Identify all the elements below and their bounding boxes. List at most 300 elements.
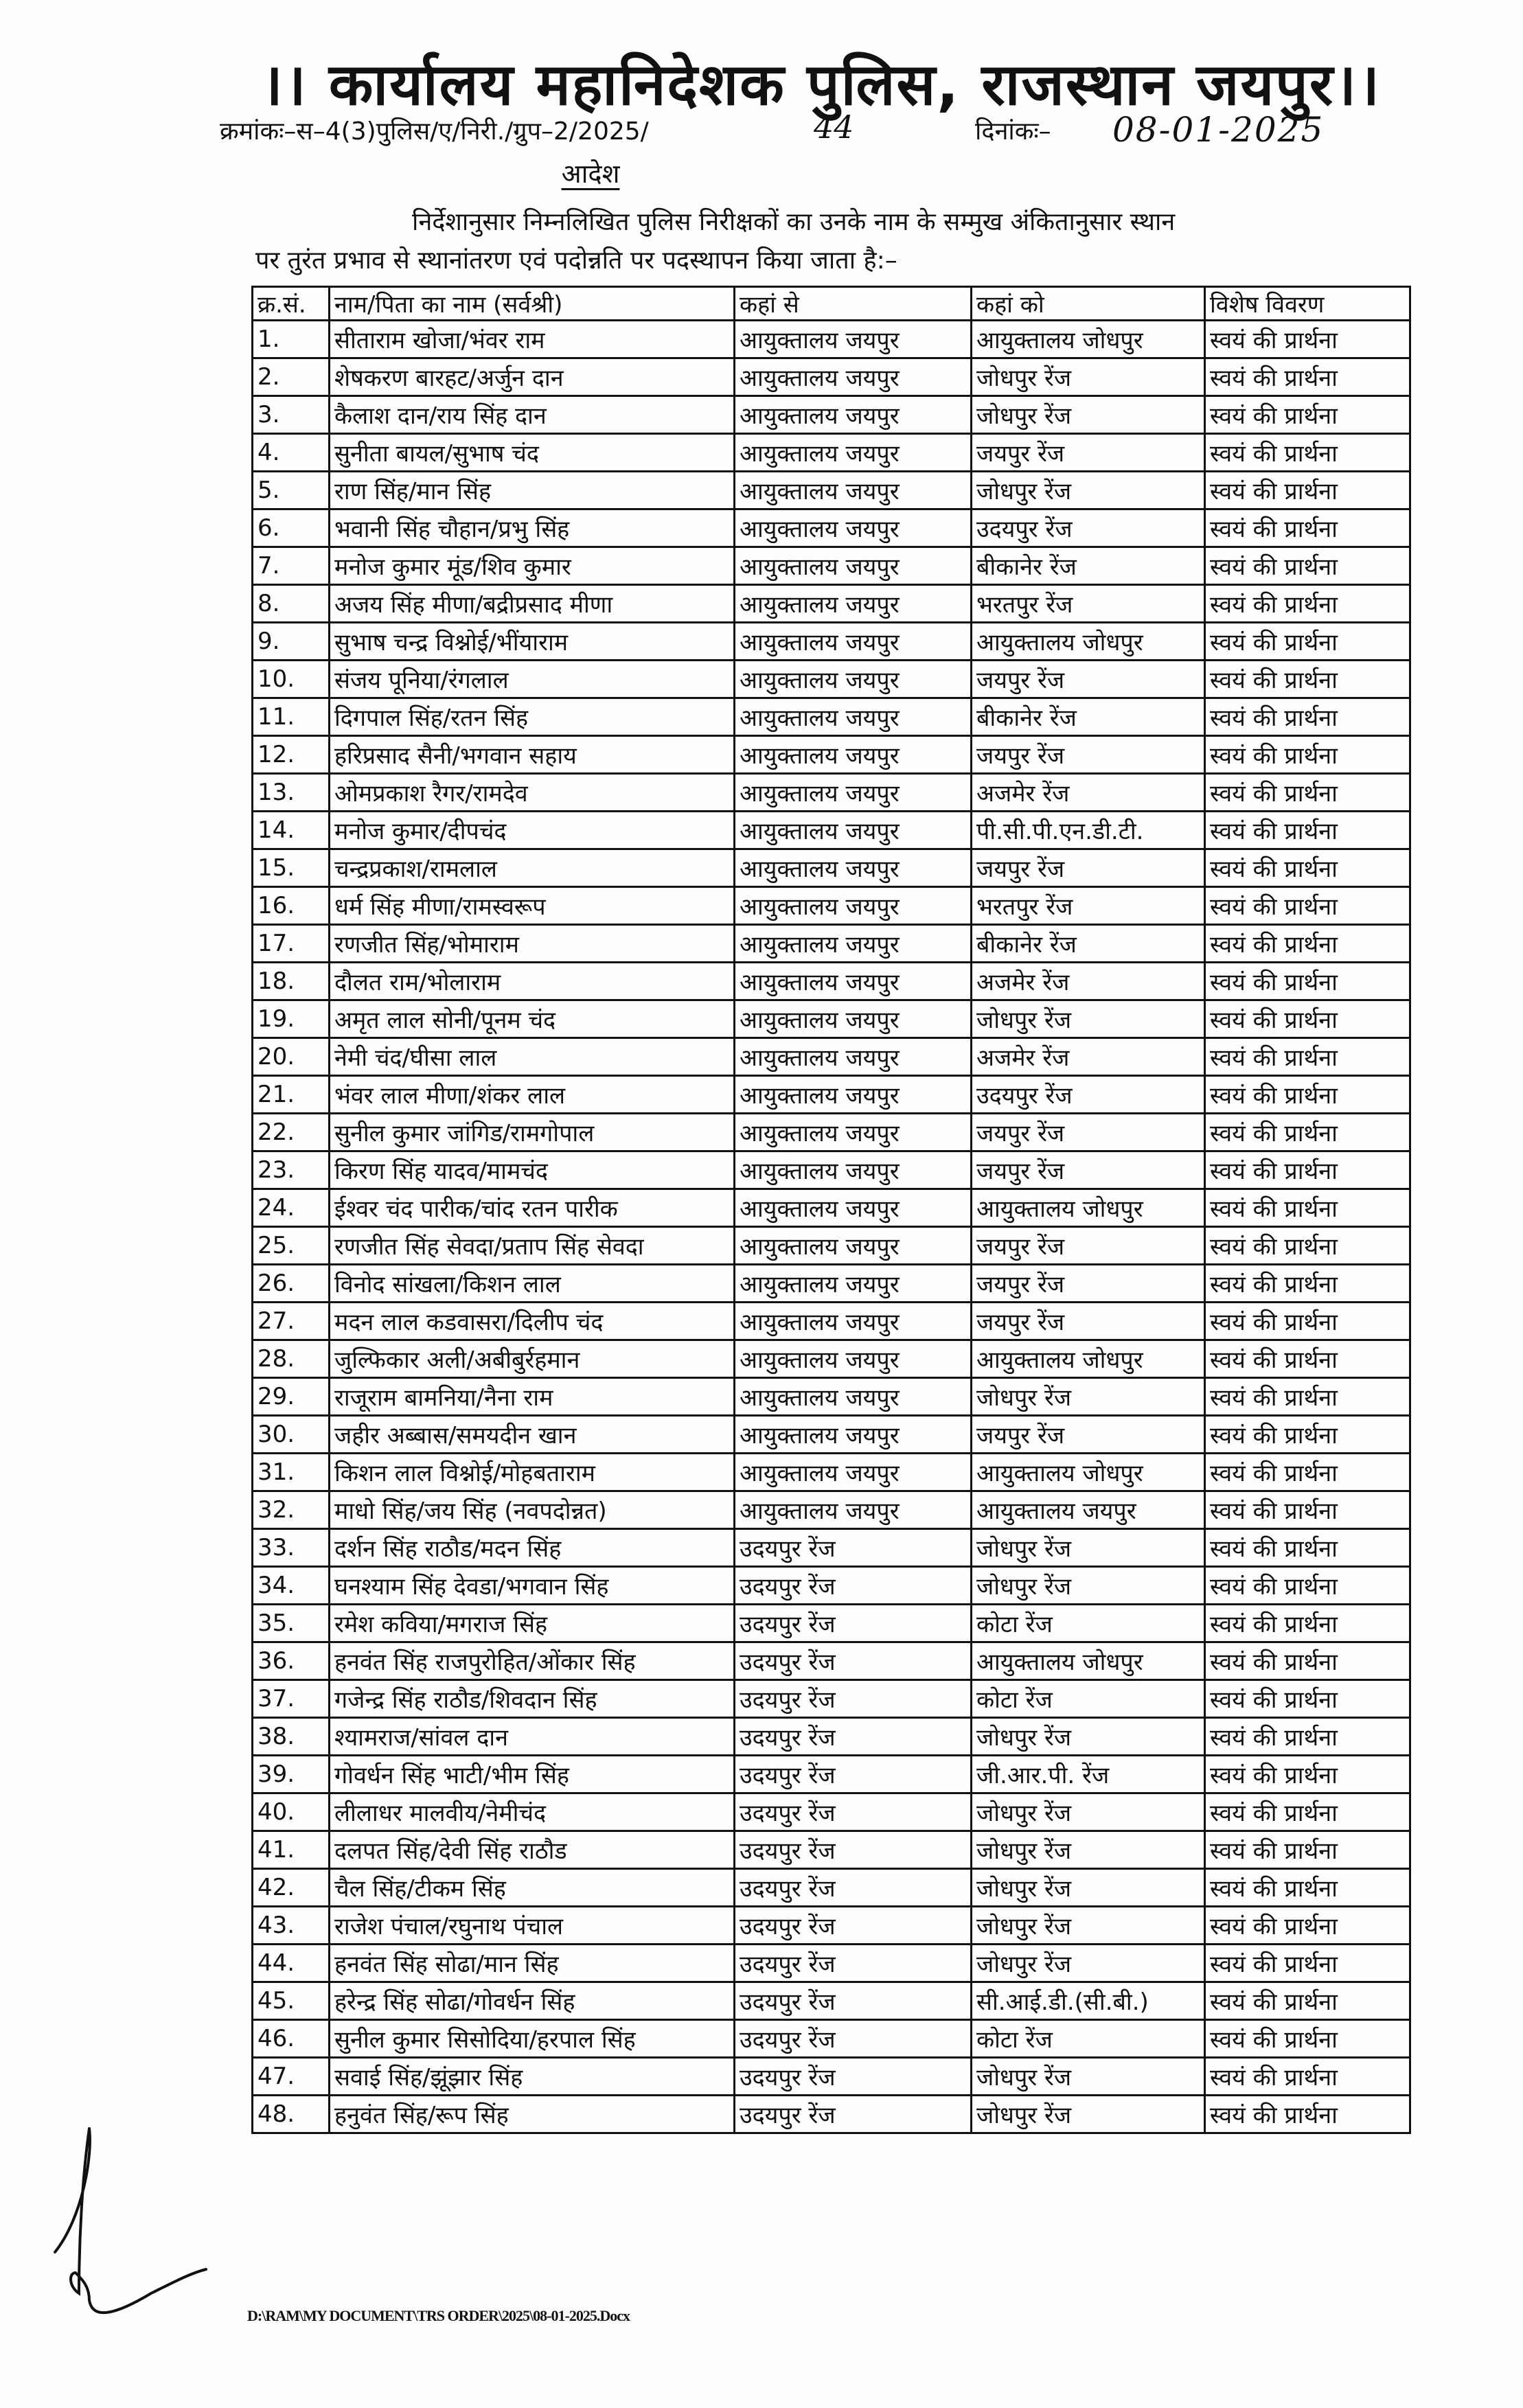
cell-serial: 20. xyxy=(253,1038,330,1076)
cell-serial: 38. xyxy=(253,1718,330,1756)
cell-to: बीकानेर रेंज xyxy=(972,547,1205,585)
cell-to: जोधपुर रेंज xyxy=(972,2096,1205,2133)
cell-from: आयुक्तालय जयपुर xyxy=(735,1416,972,1454)
cell-serial: 34. xyxy=(253,1567,330,1605)
cell-to: कोटा रेंज xyxy=(972,2020,1205,2058)
cell-serial: 31. xyxy=(253,1454,330,1491)
cell-remarks: स्वयं की प्रार्थना xyxy=(1205,1076,1410,1114)
cell-name: लीलाधर मालवीय/नेमीचंद xyxy=(330,1793,735,1831)
cell-from: उदयपुर रेंज xyxy=(735,1529,972,1567)
cell-name: चैल सिंह/टीकम सिंह xyxy=(330,1869,735,1907)
table-row xyxy=(253,1642,1410,1680)
cell-serial: 8. xyxy=(253,585,330,623)
table-row xyxy=(253,509,1410,547)
cell-from: आयुक्तालय जयपुर xyxy=(735,774,972,812)
cell-from: आयुक्तालय जयपुर xyxy=(735,1151,972,1189)
cell-from: उदयपुर रेंज xyxy=(735,2096,972,2133)
cell-remarks: स्वयं की प्रार्थना xyxy=(1205,698,1410,736)
table-row xyxy=(253,1718,1410,1756)
cell-name: कैलाश दान/राय सिंह दान xyxy=(330,396,735,434)
table-row xyxy=(253,1907,1410,1945)
cell-name: मनोज कुमार मूंड/शिव कुमार xyxy=(330,547,735,585)
reference-number: क्रमांकः–स–4(3)पुलिस/ए/निरी./ग्रुप–2/2025/ xyxy=(220,117,649,146)
cell-serial: 48. xyxy=(253,2096,330,2133)
cell-from: आयुक्तालय जयपुर xyxy=(735,1000,972,1038)
cell-from: आयुक्तालय जयपुर xyxy=(735,623,972,661)
cell-remarks: स्वयं की प्रार्थना xyxy=(1205,1680,1410,1718)
cell-remarks: स्वयं की प्रार्थना xyxy=(1205,736,1410,774)
cell-to: जोधपुर रेंज xyxy=(972,1529,1205,1567)
cell-to: जोधपुर रेंज xyxy=(972,1000,1205,1038)
cell-serial: 26. xyxy=(253,1265,330,1303)
cell-serial: 39. xyxy=(253,1756,330,1793)
cell-remarks: स्वयं की प्रार्थना xyxy=(1205,1642,1410,1680)
cell-from: आयुक्तालय जयपुर xyxy=(735,925,972,963)
column-header-from: कहां से xyxy=(735,287,972,321)
cell-remarks: स्वयं की प्रार्थना xyxy=(1205,1491,1410,1529)
cell-from: उदयपुर रेंज xyxy=(735,1793,972,1831)
cell-from: आयुक्तालय जयपुर xyxy=(735,1491,972,1529)
cell-name: ईश्वर चंद पारीक/चांद रतन पारीक xyxy=(330,1189,735,1227)
cell-name: घनश्याम सिंह देवडा/भगवान सिंह xyxy=(330,1567,735,1605)
table-row xyxy=(253,1567,1410,1605)
cell-name: भंवर लाल मीणा/शंकर लाल xyxy=(330,1076,735,1114)
cell-serial: 23. xyxy=(253,1151,330,1189)
cell-name: जहीर अब्बास/समयदीन खान xyxy=(330,1416,735,1454)
table-row xyxy=(253,963,1410,1000)
cell-name: रणजीत सिंह सेवदा/प्रताप सिंह सेवदा xyxy=(330,1227,735,1265)
cell-serial: 9. xyxy=(253,623,330,661)
cell-name: शेषकरण बारहट/अर्जुन दान xyxy=(330,358,735,396)
cell-remarks: स्वयं की प्रार्थना xyxy=(1205,661,1410,698)
column-header-serial: क्र.सं. xyxy=(253,287,330,321)
cell-remarks: स्वयं की प्रार्थना xyxy=(1205,396,1410,434)
cell-remarks: स्वयं की प्रार्थना xyxy=(1205,1982,1410,2020)
cell-serial: 15. xyxy=(253,849,330,887)
cell-to: आयुक्तालय जयपुर xyxy=(972,1491,1205,1529)
cell-remarks: स्वयं की प्रार्थना xyxy=(1205,849,1410,887)
cell-to: कोटा रेंज xyxy=(972,1680,1205,1718)
cell-from: आयुक्तालय जयपुर xyxy=(735,1265,972,1303)
cell-serial: 22. xyxy=(253,1114,330,1151)
cell-to: जयपुर रेंज xyxy=(972,1151,1205,1189)
reference-number-handwritten: 44 xyxy=(814,108,854,146)
cell-name: सुनीता बायल/सुभाष चंद xyxy=(330,434,735,472)
cell-to: जोधपुर रेंज xyxy=(972,358,1205,396)
column-header-remarks: विशेष विवरण xyxy=(1205,287,1410,321)
cell-remarks: स्वयं की प्रार्थना xyxy=(1205,2020,1410,2058)
cell-serial: 1. xyxy=(253,321,330,358)
cell-from: आयुक्तालय जयपुर xyxy=(735,396,972,434)
cell-to: अजमेर रेंज xyxy=(972,1038,1205,1076)
table-row xyxy=(253,887,1410,925)
cell-serial: 7. xyxy=(253,547,330,585)
table-row xyxy=(253,585,1410,623)
cell-remarks: स्वयं की प्रार्थना xyxy=(1205,1303,1410,1340)
table-row xyxy=(253,1982,1410,2020)
cell-from: आयुक्तालय जयपुर xyxy=(735,547,972,585)
date-label: दिनांकः– xyxy=(975,117,1051,146)
cell-from: उदयपुर रेंज xyxy=(735,1718,972,1756)
cell-from: उदयपुर रेंज xyxy=(735,1982,972,2020)
cell-from: उदयपुर रेंज xyxy=(735,1831,972,1869)
cell-remarks: स्वयं की प्रार्थना xyxy=(1205,2096,1410,2133)
cell-to: जयपुर रेंज xyxy=(972,661,1205,698)
cell-name: सवाई सिंह/झूंझार सिंह xyxy=(330,2058,735,2096)
cell-to: जोधपुर रेंज xyxy=(972,472,1205,509)
table-row xyxy=(253,925,1410,963)
table-row xyxy=(253,321,1410,358)
cell-to: जोधपुर रेंज xyxy=(972,1567,1205,1605)
cell-serial: 40. xyxy=(253,1793,330,1831)
cell-serial: 30. xyxy=(253,1416,330,1454)
table-row xyxy=(253,1605,1410,1642)
cell-from: आयुक्तालय जयपुर xyxy=(735,358,972,396)
cell-serial: 35. xyxy=(253,1605,330,1642)
table-row xyxy=(253,2058,1410,2096)
table-row xyxy=(253,547,1410,585)
cell-from: आयुक्तालय जयपुर xyxy=(735,1378,972,1416)
table-row xyxy=(253,1756,1410,1793)
transfer-table xyxy=(251,286,1411,2134)
cell-to: आयुक्तालय जोधपुर xyxy=(972,1340,1205,1378)
cell-name: मनोज कुमार/दीपचंद xyxy=(330,812,735,849)
table-row xyxy=(253,2020,1410,2058)
cell-name: नेमी चंद/घीसा लाल xyxy=(330,1038,735,1076)
intro-line-1: निर्देशानुसार निम्नलिखित पुलिस निरीक्षकों का उनके नाम के सम्मुख अंकितानुसार स्थान xyxy=(412,208,1176,236)
cell-name: श्यामराज/सांवल दान xyxy=(330,1718,735,1756)
cell-name: राजूराम बामनिया/नैना राम xyxy=(330,1378,735,1416)
table-row xyxy=(253,1680,1410,1718)
cell-from: आयुक्तालय जयपुर xyxy=(735,1340,972,1378)
cell-from: आयुक्तालय जयपुर xyxy=(735,472,972,509)
cell-from: आयुक्तालय जयपुर xyxy=(735,1227,972,1265)
table-row xyxy=(253,736,1410,774)
cell-serial: 16. xyxy=(253,887,330,925)
cell-remarks: स्वयं की प्रार्थना xyxy=(1205,1793,1410,1831)
cell-remarks: स्वयं की प्रार्थना xyxy=(1205,1831,1410,1869)
table-row xyxy=(253,1378,1410,1416)
cell-to: जोधपुर रेंज xyxy=(972,1718,1205,1756)
cell-name: ओमप्रकाश रैगर/रामदेव xyxy=(330,774,735,812)
cell-remarks: स्वयं की प्रार्थना xyxy=(1205,812,1410,849)
table-row xyxy=(253,812,1410,849)
cell-serial: 41. xyxy=(253,1831,330,1869)
cell-remarks: स्वयं की प्रार्थना xyxy=(1205,1605,1410,1642)
cell-to: आयुक्तालय जोधपुर xyxy=(972,623,1205,661)
file-path-footer: D:\RAM\MY DOCUMENT\TRS ORDER\2025\08-01-2025.Docx xyxy=(247,2307,630,2324)
cell-name: रणजीत सिंह/भोमाराम xyxy=(330,925,735,963)
cell-serial: 21. xyxy=(253,1076,330,1114)
table-row xyxy=(253,1151,1410,1189)
table-row xyxy=(253,849,1410,887)
cell-remarks: स्वयं की प्रार्थना xyxy=(1205,1416,1410,1454)
cell-from: आयुक्तालय जयपुर xyxy=(735,585,972,623)
cell-to: जयपुर रेंज xyxy=(972,1303,1205,1340)
table-row xyxy=(253,396,1410,434)
cell-from: उदयपुर रेंज xyxy=(735,1642,972,1680)
cell-remarks: स्वयं की प्रार्थना xyxy=(1205,1907,1410,1945)
table-row xyxy=(253,1529,1410,1567)
table-row xyxy=(253,358,1410,396)
cell-serial: 25. xyxy=(253,1227,330,1265)
cell-serial: 32. xyxy=(253,1491,330,1529)
table-row xyxy=(253,623,1410,661)
cell-from: आयुक्तालय जयपुर xyxy=(735,887,972,925)
cell-name: हनुवंत सिंह/रूप सिंह xyxy=(330,2096,735,2133)
table-row xyxy=(253,1000,1410,1038)
cell-from: आयुक्तालय जयपुर xyxy=(735,1454,972,1491)
cell-from: आयुक्तालय जयपुर xyxy=(735,812,972,849)
cell-name: हरेन्द्र सिंह सोढा/गोवर्धन सिंह xyxy=(330,1982,735,2020)
cell-from: उदयपुर रेंज xyxy=(735,1680,972,1718)
cell-from: आयुक्तालय जयपुर xyxy=(735,1038,972,1076)
cell-name: किरण सिंह यादव/मामचंद xyxy=(330,1151,735,1189)
cell-from: आयुक्तालय जयपुर xyxy=(735,849,972,887)
cell-remarks: स्वयं की प्रार्थना xyxy=(1205,963,1410,1000)
table-row xyxy=(253,2096,1410,2133)
cell-from: उदयपुर रेंज xyxy=(735,1869,972,1907)
cell-to: जोधपुर रेंज xyxy=(972,1945,1205,1982)
cell-to: जोधपुर रेंज xyxy=(972,1378,1205,1416)
table-row xyxy=(253,472,1410,509)
cell-name: जुल्फिकार अली/अबीबुर्रहमान xyxy=(330,1340,735,1378)
cell-from: आयुक्तालय जयपुर xyxy=(735,1114,972,1151)
cell-from: आयुक्तालय जयपुर xyxy=(735,698,972,736)
cell-remarks: स्वयं की प्रार्थना xyxy=(1205,1945,1410,1982)
table-row xyxy=(253,1416,1410,1454)
cell-serial: 4. xyxy=(253,434,330,472)
cell-name: भवानी सिंह चौहान/प्रभु सिंह xyxy=(330,509,735,547)
cell-remarks: स्वयं की प्रार्थना xyxy=(1205,585,1410,623)
cell-remarks: स्वयं की प्रार्थना xyxy=(1205,1189,1410,1227)
cell-remarks: स्वयं की प्रार्थना xyxy=(1205,434,1410,472)
cell-serial: 46. xyxy=(253,2020,330,2058)
cell-to: जयपुर रेंज xyxy=(972,849,1205,887)
cell-to: आयुक्तालय जोधपुर xyxy=(972,1454,1205,1491)
cell-from: उदयपुर रेंज xyxy=(735,1907,972,1945)
cell-name: राजेश पंचाल/रघुनाथ पंचाल xyxy=(330,1907,735,1945)
cell-serial: 3. xyxy=(253,396,330,434)
cell-serial: 10. xyxy=(253,661,330,698)
signature-icon xyxy=(41,2115,220,2321)
cell-from: उदयपुर रेंज xyxy=(735,1567,972,1605)
table-row xyxy=(253,774,1410,812)
cell-serial: 18. xyxy=(253,963,330,1000)
cell-serial: 28. xyxy=(253,1340,330,1378)
cell-to: पी.सी.पी.एन.डी.टी. xyxy=(972,812,1205,849)
cell-name: अमृत लाल सोनी/पूनम चंद xyxy=(330,1000,735,1038)
cell-remarks: स्वयं की प्रार्थना xyxy=(1205,547,1410,585)
table-row xyxy=(253,1038,1410,1076)
cell-remarks: स्वयं की प्रार्थना xyxy=(1205,1869,1410,1907)
intro-line-2: पर तुरंत प्रभाव से स्थानांतरण एवं पदोन्नति पर पदस्थापन किया जाता है:– xyxy=(255,246,897,275)
cell-to: उदयपुर रेंज xyxy=(972,509,1205,547)
cell-serial: 6. xyxy=(253,509,330,547)
cell-name: रमेश कविया/मगराज सिंह xyxy=(330,1605,735,1642)
cell-from: उदयपुर रेंज xyxy=(735,2058,972,2096)
date-handwritten: 08-01-2025 xyxy=(1112,110,1325,150)
order-heading xyxy=(371,155,810,191)
cell-remarks: स्वयं की प्रार्थना xyxy=(1205,1756,1410,1793)
column-header-name: नाम/पिता का नाम (सर्वश्री) xyxy=(330,287,735,321)
cell-to: आयुक्तालय जोधपुर xyxy=(972,1642,1205,1680)
cell-remarks: स्वयं की प्रार्थना xyxy=(1205,472,1410,509)
cell-serial: 17. xyxy=(253,925,330,963)
cell-from: आयुक्तालय जयपुर xyxy=(735,736,972,774)
cell-name: अजय सिंह मीणा/बद्रीप्रसाद मीणा xyxy=(330,585,735,623)
cell-name: दिगपाल सिंह/रतन सिंह xyxy=(330,698,735,736)
cell-remarks: स्वयं की प्रार्थना xyxy=(1205,1529,1410,1567)
cell-remarks: स्वयं की प्रार्थना xyxy=(1205,1454,1410,1491)
cell-from: आयुक्तालय जयपुर xyxy=(735,1076,972,1114)
cell-name: किशन लाल विश्नोई/मोहबताराम xyxy=(330,1454,735,1491)
cell-remarks: स्वयं की प्रार्थना xyxy=(1205,1114,1410,1151)
cell-remarks: स्वयं की प्रार्थना xyxy=(1205,925,1410,963)
table-body xyxy=(253,321,1410,2133)
cell-from: आयुक्तालय जयपुर xyxy=(735,963,972,1000)
cell-from: उदयपुर रेंज xyxy=(735,1605,972,1642)
cell-remarks: स्वयं की प्रार्थना xyxy=(1205,1265,1410,1303)
cell-serial: 42. xyxy=(253,1869,330,1907)
cell-to: जोधपुर रेंज xyxy=(972,396,1205,434)
cell-to: बीकानेर रेंज xyxy=(972,925,1205,963)
cell-from: आयुक्तालय जयपुर xyxy=(735,1303,972,1340)
cell-serial: 27. xyxy=(253,1303,330,1340)
cell-name: सुनील कुमार जांगिड/रामगोपाल xyxy=(330,1114,735,1151)
cell-name: राण सिंह/मान सिंह xyxy=(330,472,735,509)
cell-serial: 11. xyxy=(253,698,330,736)
cell-serial: 36. xyxy=(253,1642,330,1680)
cell-to: जयपुर रेंज xyxy=(972,1265,1205,1303)
table-row xyxy=(253,1491,1410,1529)
cell-to: जयपुर रेंज xyxy=(972,1227,1205,1265)
table-row xyxy=(253,661,1410,698)
column-header-to: कहां को xyxy=(972,287,1205,321)
cell-serial: 29. xyxy=(253,1378,330,1416)
cell-from: उदयपुर रेंज xyxy=(735,1945,972,1982)
cell-remarks: स्वयं की प्रार्थना xyxy=(1205,509,1410,547)
cell-name: हनवंत सिंह राजपुरोहित/ओंकार सिंह xyxy=(330,1642,735,1680)
cell-name: संजय पूनिया/रंगलाल xyxy=(330,661,735,698)
cell-to: उदयपुर रेंज xyxy=(972,1076,1205,1114)
table-row xyxy=(253,1793,1410,1831)
cell-name: सीताराम खोजा/भंवर राम xyxy=(330,321,735,358)
cell-serial: 43. xyxy=(253,1907,330,1945)
cell-to: जोधपुर रेंज xyxy=(972,1907,1205,1945)
table-row xyxy=(253,1869,1410,1907)
cell-from: आयुक्तालय जयपुर xyxy=(735,509,972,547)
cell-serial: 14. xyxy=(253,812,330,849)
cell-from: उदयपुर रेंज xyxy=(735,2020,972,2058)
table-row xyxy=(253,1454,1410,1491)
cell-to: आयुक्तालय जोधपुर xyxy=(972,1189,1205,1227)
cell-serial: 47. xyxy=(253,2058,330,2096)
cell-serial: 45. xyxy=(253,1982,330,2020)
cell-remarks: स्वयं की प्रार्थना xyxy=(1205,2058,1410,2096)
cell-remarks: स्वयं की प्रार्थना xyxy=(1205,623,1410,661)
table-row xyxy=(253,1340,1410,1378)
cell-to: कोटा रेंज xyxy=(972,1605,1205,1642)
cell-from: आयुक्तालय जयपुर xyxy=(735,434,972,472)
table-row xyxy=(253,1945,1410,1982)
cell-from: आयुक्तालय जयपुर xyxy=(735,321,972,358)
cell-remarks: स्वयं की प्रार्थना xyxy=(1205,1038,1410,1076)
cell-serial: 5. xyxy=(253,472,330,509)
cell-serial: 33. xyxy=(253,1529,330,1567)
cell-serial: 24. xyxy=(253,1189,330,1227)
table-row xyxy=(253,434,1410,472)
cell-to: जी.आर.पी. रेंज xyxy=(972,1756,1205,1793)
cell-name: मदन लाल कडवासरा/दिलीप चंद xyxy=(330,1303,735,1340)
table-row xyxy=(253,1303,1410,1340)
cell-to: जोधपुर रेंज xyxy=(972,1831,1205,1869)
cell-to: जयपुर रेंज xyxy=(972,1416,1205,1454)
cell-name: विनोद सांखला/किशन लाल xyxy=(330,1265,735,1303)
cell-to: जोधपुर रेंज xyxy=(972,2058,1205,2096)
cell-name: गजेन्द्र सिंह राठौड/शिवदान सिंह xyxy=(330,1680,735,1718)
cell-to: जयपुर रेंज xyxy=(972,736,1205,774)
table-row xyxy=(253,1114,1410,1151)
cell-remarks: स्वयं की प्रार्थना xyxy=(1205,1378,1410,1416)
cell-name: चन्द्रप्रकाश/रामलाल xyxy=(330,849,735,887)
cell-name: दर्शन सिंह राठौड/मदन सिंह xyxy=(330,1529,735,1567)
cell-name: सुभाष चन्द्र विश्नोई/भींयाराम xyxy=(330,623,735,661)
cell-serial: 19. xyxy=(253,1000,330,1038)
cell-serial: 12. xyxy=(253,736,330,774)
cell-remarks: स्वयं की प्रार्थना xyxy=(1205,774,1410,812)
cell-remarks: स्वयं की प्रार्थना xyxy=(1205,1227,1410,1265)
cell-to: अजमेर रेंज xyxy=(972,963,1205,1000)
cell-from: आयुक्तालय जयपुर xyxy=(735,1189,972,1227)
cell-to: अजमेर रेंज xyxy=(972,774,1205,812)
cell-to: जोधपुर रेंज xyxy=(972,1869,1205,1907)
cell-name: माधो सिंह/जय सिंह (नवपदोन्नत) xyxy=(330,1491,735,1529)
signature-image xyxy=(41,2115,220,2324)
cell-serial: 37. xyxy=(253,1680,330,1718)
cell-serial: 2. xyxy=(253,358,330,396)
cell-remarks: स्वयं की प्रार्थना xyxy=(1205,1340,1410,1378)
cell-remarks: स्वयं की प्रार्थना xyxy=(1205,1000,1410,1038)
cell-to: सी.आई.डी.(सी.बी.) xyxy=(972,1982,1205,2020)
order-heading-text: आदेश xyxy=(561,159,620,189)
cell-remarks: स्वयं की प्रार्थना xyxy=(1205,1718,1410,1756)
cell-name: दौलत राम/भोलाराम xyxy=(330,963,735,1000)
cell-to: भरतपुर रेंज xyxy=(972,887,1205,925)
cell-remarks: स्वयं की प्रार्थना xyxy=(1205,321,1410,358)
cell-to: बीकानेर रेंज xyxy=(972,698,1205,736)
cell-remarks: स्वयं की प्रार्थना xyxy=(1205,887,1410,925)
cell-to: आयुक्तालय जोधपुर xyxy=(972,321,1205,358)
cell-to: जयपुर रेंज xyxy=(972,1114,1205,1151)
cell-serial: 44. xyxy=(253,1945,330,1982)
cell-name: दलपत सिंह/देवी सिंह राठौड xyxy=(330,1831,735,1869)
table-row xyxy=(253,1227,1410,1265)
table-header-row xyxy=(253,287,1410,321)
cell-remarks: स्वयं की प्रार्थना xyxy=(1205,1151,1410,1189)
office-title: ।। कार्यालय महानिदेशक पुलिस, राजस्थान जयपुर।। xyxy=(261,51,1381,118)
table-row xyxy=(253,1831,1410,1869)
table-row xyxy=(253,698,1410,736)
table-row xyxy=(253,1265,1410,1303)
cell-from: आयुक्तालय जयपुर xyxy=(735,661,972,698)
table-row xyxy=(253,1189,1410,1227)
cell-name: सुनील कुमार सिसोदिया/हरपाल सिंह xyxy=(330,2020,735,2058)
cell-to: जयपुर रेंज xyxy=(972,434,1205,472)
intro-paragraph xyxy=(255,203,1409,280)
cell-name: गोवर्धन सिंह भाटी/भीम सिंह xyxy=(330,1756,735,1793)
cell-name: हरिप्रसाद सैनी/भगवान सहाय xyxy=(330,736,735,774)
